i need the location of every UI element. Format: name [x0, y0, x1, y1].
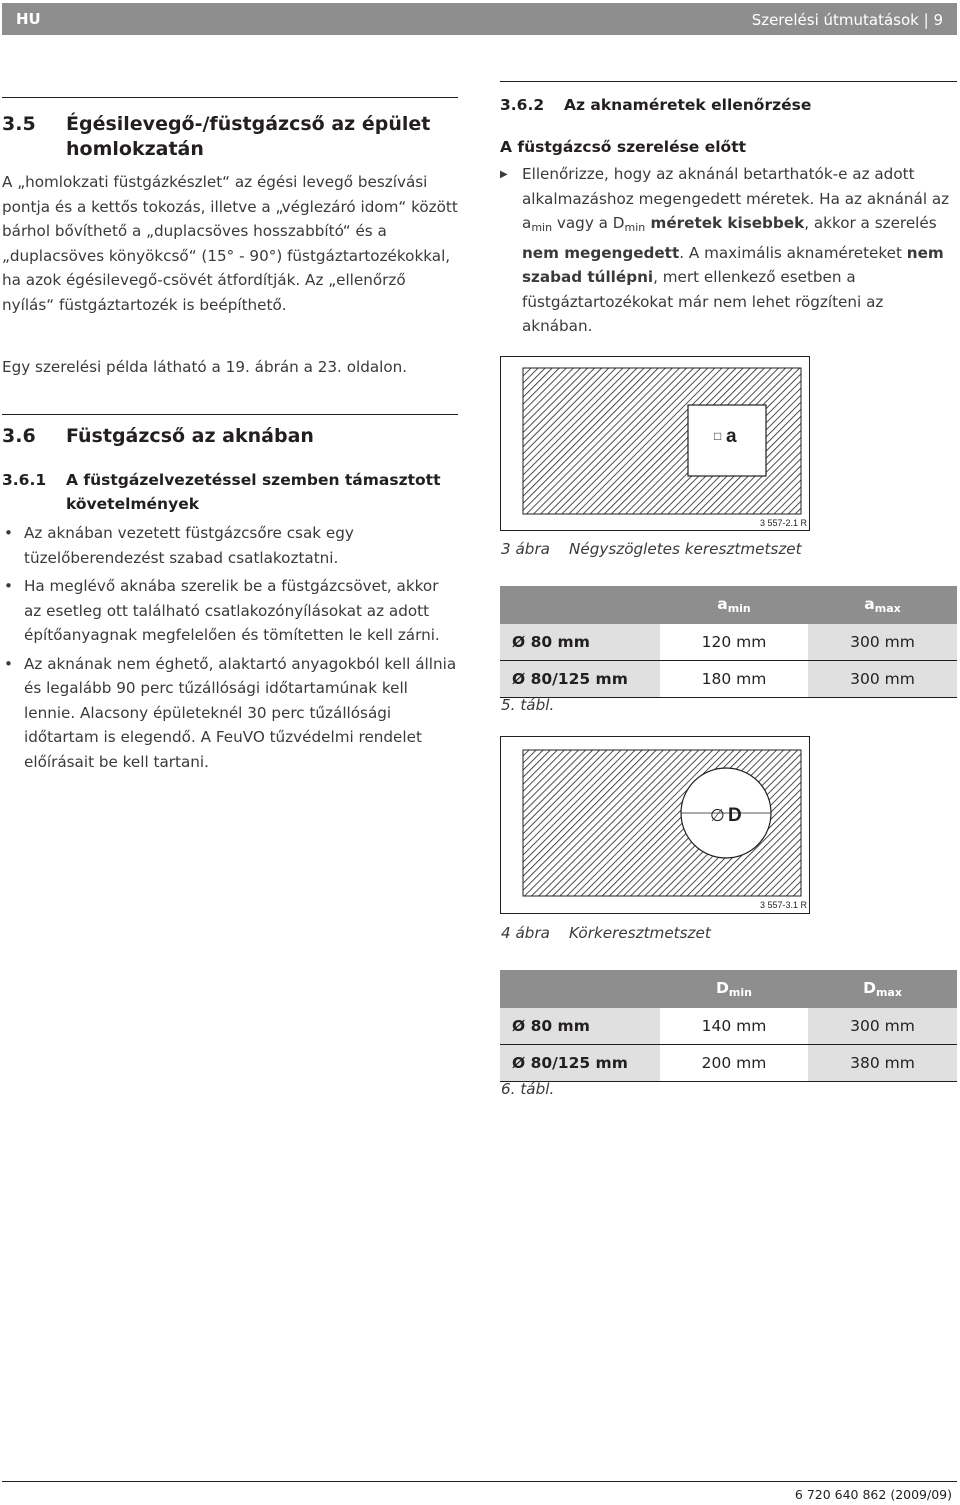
table-row: Ø 80 mm 140 mm 300 mm — [500, 1008, 957, 1045]
table-row: Ø 80/125 mm 180 mm 300 mm — [500, 661, 957, 698]
section-number: 3.6 — [2, 425, 36, 447]
page-header — [2, 3, 957, 35]
requirements-list — [2, 521, 458, 778]
subheading: A füstgázcső szerelése előtt — [500, 138, 747, 156]
table-5-caption: 5. tábl. — [501, 696, 555, 714]
column-header: $D_{max}$ — [808, 970, 957, 1008]
table-5 — [500, 586, 957, 698]
section-number: 3.6.1 — [2, 471, 47, 489]
round-cross-section-figure — [500, 736, 810, 914]
dimension-label-a: a — [726, 426, 737, 447]
section-title: Égésilevegő-/füstgázcső az épület homlokzatán — [66, 113, 431, 160]
figure-3-caption: 3 ábra Négyszögletes keresztmetszet — [501, 540, 802, 558]
list-item: • Az aknában vezetett füstgázcsőre csak egy tüzelőberendezést szabad csatlakoztatni. — [2, 521, 458, 570]
table-row: Ø 80 mm 120 mm 300 mm — [500, 624, 957, 661]
section-title: Füstgázcső az aknában — [66, 425, 314, 447]
section-rule — [2, 414, 458, 415]
document-code: 6 720 640 862 (2009/09) — [794, 1487, 952, 1502]
instruction-item: ▶ Ellenőrizze, hogy az aknánál betarthatók-e az adott alkalmazáshoz megengedett méretek. Ha az aknánál az $a_{min}$ vagy a $D_{min}$ méretek kisebbek, akkor a szerelés nem megengedett. A maximális aknaméreteket nem szabad túllépni, mert ellenkező esetben a füstgáztartozékokat már nem lehet rögzíteni az aknában. — [500, 162, 955, 339]
column-header: $a_{max}$ — [808, 586, 957, 624]
table-header-row — [500, 970, 957, 1008]
table-header-row — [500, 586, 957, 624]
list-item: • Ha meglévő aknába szerelik be a füstgázcsövet, akkor az esetleg ott található csatlakozónyílásokat az adott építőanyagnak megfelelően és tömítetten le kell zárni. — [2, 574, 458, 648]
list-item: • Az aknának nem éghető, alaktartó anyagokból kell állnia és legalább 90 perc tűzállósági időtartamúnak kell lennie. Alacsony épületeknél 30 perc tűzállósági időtartam is elegendő. A FeuVO tűzvédelmi rendelet előírásait be kell tartani. — [2, 652, 458, 775]
section-3-5-paragraph: A „homlokzati füstgázkészlet“ az égési levegő beszívási pontja és a kettős tokozás, illetve a „véglezáró idom“ között bárhol bővíthető a „duplacsöves hosszabbító“ és a „duplacsöves könyökcső“ (15° - 90°) füstgáztartozékokkal, ha azok égésilevegő-csövét átfordítják. Az „ellenőrző nyílás“ füstgáztartozék is beépíthető. — [2, 173, 458, 314]
column-header: $a_{min}$ — [660, 586, 808, 624]
diameter-symbol: ∅ — [710, 806, 725, 825]
footer-rule — [2, 1481, 957, 1482]
figure-4-caption: 4 ábra Körkeresztmetszet — [501, 924, 711, 942]
square-symbol: □ — [714, 429, 722, 443]
square-cross-section-figure — [500, 356, 810, 531]
table-6 — [500, 970, 957, 1082]
header-title: Szerelési útmutatások | 9 — [751, 11, 943, 29]
table-6-caption: 6. tábl. — [501, 1080, 555, 1098]
language-code: HU — [16, 10, 41, 28]
table-row: Ø 80/125 mm 200 mm 380 mm — [500, 1045, 957, 1082]
dimension-label-d: D — [728, 805, 742, 826]
section-rule — [2, 97, 458, 98]
instruction-list — [500, 162, 955, 343]
section-title: Az aknaméretek ellenőrzése — [564, 96, 812, 114]
section-title: A füstgázelvezetéssel szemben támasztott követelmények — [66, 471, 441, 513]
figure-code: 3 557-3.1 R — [760, 900, 808, 910]
column-header: $D_{min}$ — [660, 970, 808, 1008]
section-number: 3.6.2 — [500, 96, 545, 114]
section-number: 3.5 — [2, 113, 36, 135]
figure-code: 3 557-2.1 R — [760, 518, 808, 528]
section-3-5-reference: Egy szerelési példa látható a 19. ábrán a 23. oldalon. — [2, 358, 408, 376]
section-rule — [500, 81, 957, 82]
